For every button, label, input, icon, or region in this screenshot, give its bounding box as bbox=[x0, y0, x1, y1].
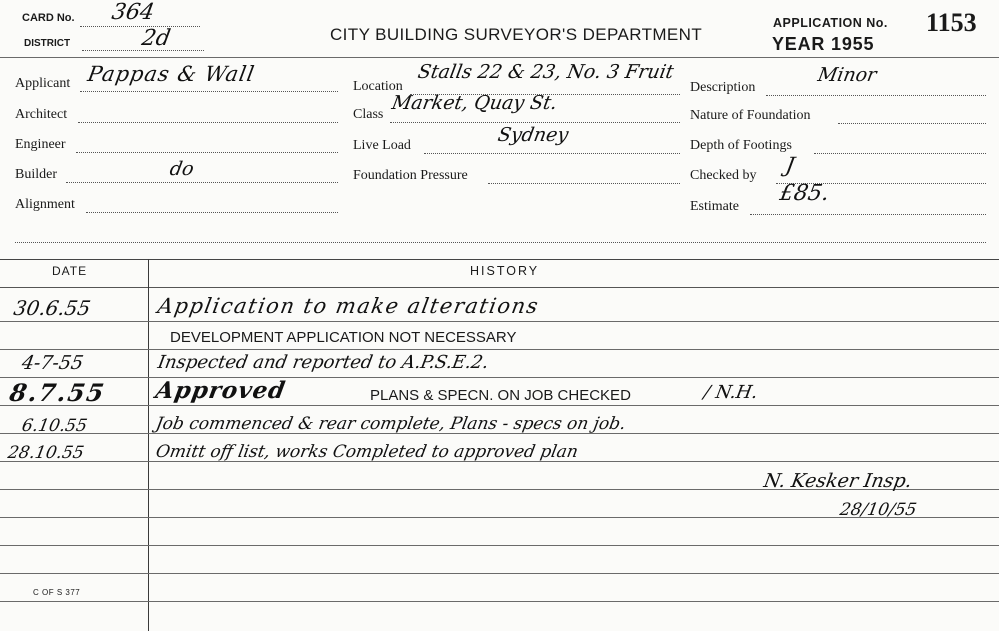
builder-label: Builder bbox=[15, 167, 57, 182]
location-label: Location bbox=[353, 79, 403, 94]
ruled-line bbox=[0, 349, 999, 350]
ruled-line bbox=[0, 545, 999, 546]
engineer-label: Engineer bbox=[15, 137, 66, 152]
history-header-divider bbox=[0, 287, 999, 288]
development-application-stamp: DEVELOPMENT APPLICATION NOT NECESSARY bbox=[170, 329, 517, 346]
history-date: 8.7.55 bbox=[7, 378, 109, 407]
history-text: Job commenced & rear complete, Plans - specs on job. bbox=[154, 414, 628, 434]
district-label: DISTRICT bbox=[24, 38, 71, 49]
ruled-line bbox=[0, 601, 999, 602]
ruled-line bbox=[0, 377, 999, 378]
department-title: CITY BUILDING SURVEYOR'S DEPARTMENT bbox=[330, 25, 703, 44]
signature-date: 28/10/55 bbox=[838, 500, 919, 520]
history-column-header: HISTORY bbox=[470, 264, 540, 278]
applicant-label: Applicant bbox=[15, 76, 71, 91]
plans-checked-stamp: PLANS & SPECN. ON JOB CHECKED bbox=[370, 387, 631, 404]
form-code: C OF S 377 bbox=[33, 588, 81, 597]
description-line bbox=[766, 95, 986, 96]
checked-by-value: J bbox=[783, 153, 797, 177]
date-column-header: DATE bbox=[52, 264, 88, 278]
estimate-label: Estimate bbox=[690, 199, 739, 214]
approval-initials: / N.H. bbox=[702, 382, 760, 403]
class-value: Market, Quay St. bbox=[390, 92, 559, 114]
date-column-divider bbox=[148, 259, 149, 631]
card-number-value: 364 bbox=[109, 0, 157, 25]
history-date: 6.10.55 bbox=[20, 416, 89, 436]
live-load-line bbox=[424, 153, 680, 154]
description-value: Minor bbox=[816, 64, 879, 86]
applicant-line bbox=[80, 91, 338, 92]
foundation-pressure-line bbox=[488, 183, 680, 184]
depth-of-footings-label: Depth of Footings bbox=[690, 138, 792, 153]
ruled-line bbox=[0, 573, 999, 574]
estimate-value: £85. bbox=[777, 181, 832, 206]
history-date: 4-7-55 bbox=[20, 352, 86, 374]
history-date: 28.10.55 bbox=[6, 443, 86, 463]
engineer-line bbox=[76, 152, 338, 153]
nature-of-foundation-label: Nature of Foundation bbox=[690, 108, 811, 123]
blank-field-line bbox=[15, 242, 986, 243]
card-number-line bbox=[80, 26, 200, 27]
inspector-signature: N. Kesker Insp. bbox=[762, 470, 914, 492]
applicant-value: Pappas & Wall bbox=[85, 62, 257, 86]
location-value: Stalls 22 & 23, No. 3 Fruit bbox=[416, 61, 676, 83]
alignment-label: Alignment bbox=[15, 197, 75, 212]
estimate-line bbox=[750, 214, 986, 215]
builder-value: do bbox=[168, 158, 196, 180]
alignment-line bbox=[86, 212, 338, 213]
history-text: Application to make alterations bbox=[155, 294, 542, 318]
header-divider bbox=[0, 57, 999, 58]
history-date: 30.6.55 bbox=[11, 296, 93, 320]
year-label: YEAR 1955 bbox=[772, 34, 875, 54]
card-number-label: CARD No. bbox=[22, 12, 75, 24]
district-value: 2d bbox=[139, 26, 173, 51]
ruled-line bbox=[0, 321, 999, 322]
live-load-value: Sydney bbox=[496, 124, 571, 146]
live-load-label: Live Load bbox=[353, 138, 411, 153]
architect-label: Architect bbox=[15, 107, 68, 122]
history-text: Inspected and reported to A.P.S.E.2. bbox=[156, 352, 491, 373]
application-number-label: APPLICATION No. bbox=[773, 16, 888, 30]
description-label: Description bbox=[690, 80, 756, 95]
district-line bbox=[82, 50, 204, 51]
builder-line bbox=[66, 182, 338, 183]
history-top-border bbox=[0, 259, 999, 260]
approved-stamp: Approved bbox=[153, 377, 288, 404]
architect-line bbox=[78, 122, 338, 123]
nature-of-foundation-line bbox=[838, 123, 986, 124]
class-line bbox=[390, 122, 680, 123]
history-text: Omitt off list, works Completed to approved plan bbox=[154, 442, 580, 462]
class-label: Class bbox=[353, 107, 384, 122]
application-number-value: 1153 bbox=[926, 8, 977, 37]
ruled-line bbox=[0, 405, 999, 406]
checked-by-label: Checked by bbox=[690, 168, 757, 183]
foundation-pressure-label: Foundation Pressure bbox=[353, 168, 468, 183]
depth-of-footings-line bbox=[814, 153, 986, 154]
